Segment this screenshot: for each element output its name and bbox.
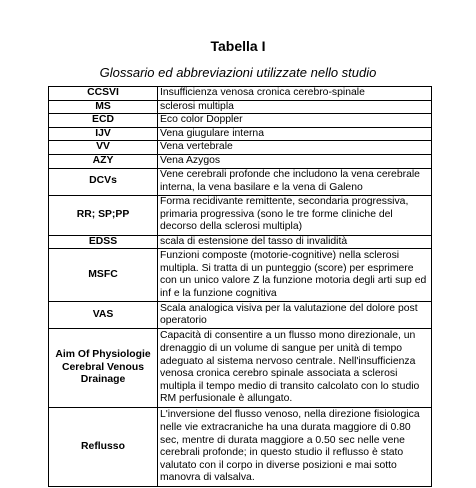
table-row: [49, 87, 432, 101]
table-row: [49, 302, 432, 329]
table-subtitle: Glossario ed abbreviazioni utilizzate nello studio: [99, 65, 377, 80]
definition-cell: Vena vertebrale: [158, 141, 432, 155]
table-row: [49, 127, 432, 141]
definition-cell: Eco color Doppler: [158, 114, 432, 128]
definition-cell: Insufficienza venosa cronica cerebro-spinale: [158, 87, 432, 101]
definition-cell: scala di estensione del tasso di invalidità: [158, 235, 432, 249]
abbreviation-cell: EDSS: [49, 235, 158, 249]
table-title: Tabella I: [210, 38, 266, 54]
table-row: [49, 329, 432, 408]
table-row: [49, 408, 432, 487]
table-row: [49, 141, 432, 155]
abbreviation-cell: AZY: [49, 154, 158, 168]
definition-cell: Vena Azygos: [158, 154, 432, 168]
table-row: [49, 168, 432, 195]
abbreviation-cell: RR; SP;PP: [49, 195, 158, 235]
definition-cell: L'inversione del flusso venoso, nella direzione fisiologica nelle vie extracraniche ha una durata maggiore di 0.80 sec, mentre di durata maggiore a 0.50 sec nelle vene cerebrali profonde; in questo studio il reflusso è stato valutato con il corpo in diverse posizioni e mai sotto manovra di valsalva.: [158, 408, 432, 487]
abbreviation-cell: CCSVI: [49, 87, 158, 101]
definition-cell: Capacità di consentire a un flusso mono direzionale, un drenaggio di un volume di sangue per unità di tempo adeguato al sistema nervoso centrale. Nell'insufficienza venosa cronica cerebro spinale associata a sclerosi multipla il tempo medio di transito calcolato con lo studio RM perfusionale è allungato.: [158, 329, 432, 408]
abbreviation-cell: IJV: [49, 127, 158, 141]
definition-cell: Vene cerebrali profonde che includono la vena cerebrale interna, la vena basilare e la vena di Galeno: [158, 168, 432, 195]
abbreviation-cell: DCVs: [49, 168, 158, 195]
abbreviation-cell: ECD: [49, 114, 158, 128]
definition-cell: Forma recidivante remittente, secondaria progressiva, primaria progressiva (sono le tre forme cliniche del decorso della sclerosi multipla): [158, 195, 432, 235]
abbreviation-cell: MS: [49, 100, 158, 114]
table-row: [49, 235, 432, 249]
definition-cell: Scala analogica visiva per la valutazione del dolore post operatorio: [158, 302, 432, 329]
abbreviation-cell: Reflusso: [49, 408, 158, 487]
abbreviation-cell: Aim Of Physiologie Cerebral Venous Drainage: [49, 329, 158, 408]
glossary-table: [48, 86, 432, 487]
abbreviation-cell: VV: [49, 141, 158, 155]
abbreviation-cell: MSFC: [49, 249, 158, 302]
table-row: [49, 114, 432, 128]
definition-cell: sclerosi multipla: [158, 100, 432, 114]
table-row: [49, 154, 432, 168]
table-row: [49, 195, 432, 235]
abbreviation-cell: VAS: [49, 302, 158, 329]
definition-cell: Funzioni composte (motorie-cognitive) nella sclerosi multipla. Si tratta di un punteggio (score) per esprimere con un unico valore Z la funzione motoria degli arti sup ed inf e la funzione cognitiva: [158, 249, 432, 302]
definition-cell: Vena giugulare interna: [158, 127, 432, 141]
table-row: [49, 249, 432, 302]
table-row: [49, 100, 432, 114]
